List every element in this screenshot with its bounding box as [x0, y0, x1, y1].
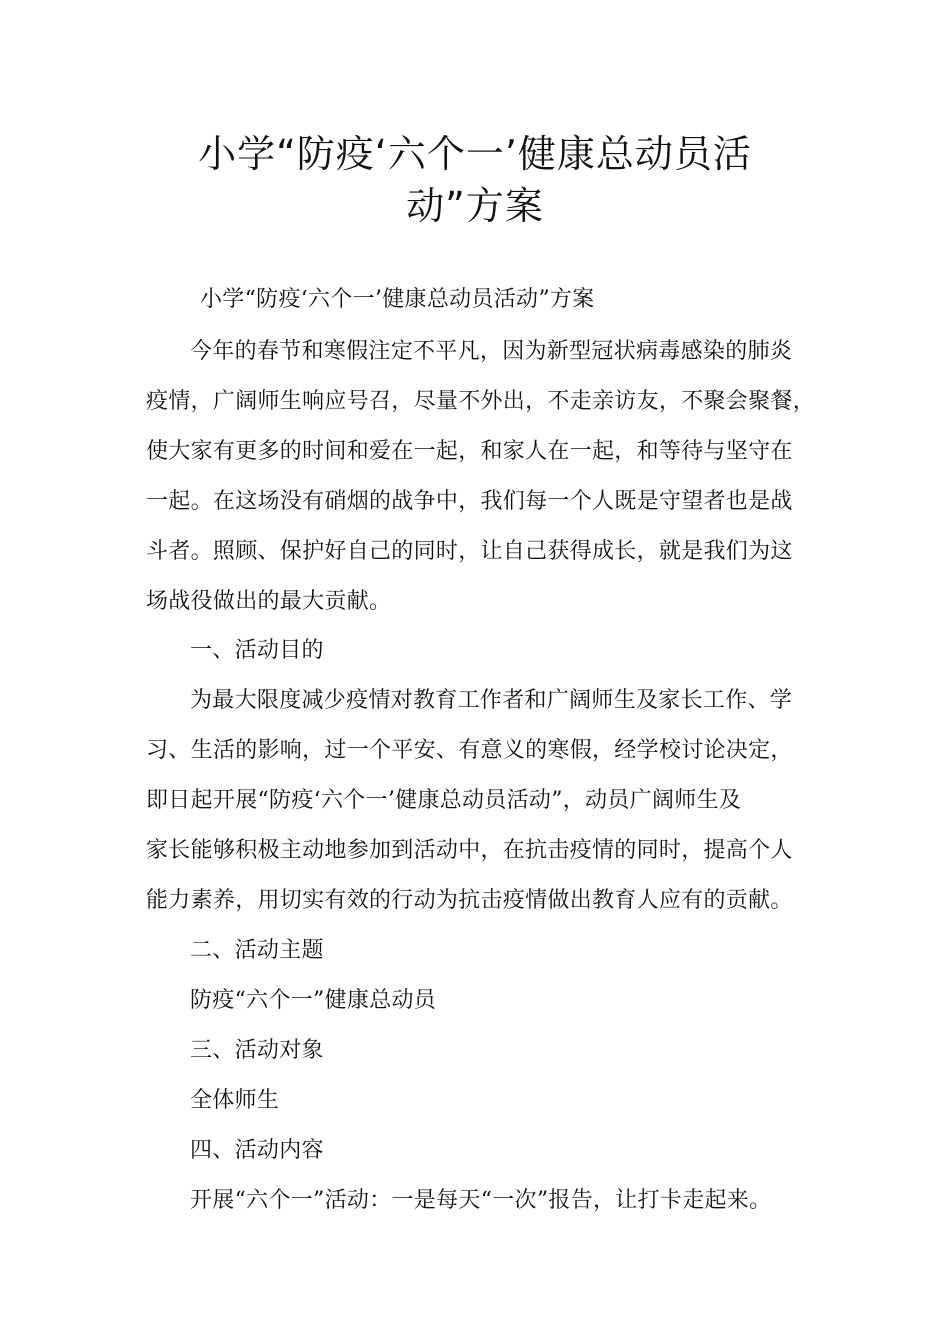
section-2-text: 防疫“六个一”健康总动员 — [190, 988, 437, 1013]
paragraph-1-line-2: 疫情，广阔师生响应号召，尽量不外出，不走亲访友，不聚会聚餐， — [146, 389, 816, 414]
paragraph-1-line-5: 斗者。照顾、保护好自己的同时，让自己获得成长，就是我们为这 — [146, 539, 793, 564]
paragraph-2-line-4: 家长能够积极主动地参加到活动中，在抗击疫情的同时，提高个人 — [146, 838, 793, 863]
section-4-heading: 四、活动内容 — [190, 1138, 324, 1163]
section-3-heading: 三、活动对象 — [190, 1038, 324, 1063]
paragraph-2-line-3: 即日起开展“防疫‘六个一’健康总动员活动”，动员广阔师生及 — [146, 788, 742, 813]
section-3-text: 全体师生 — [190, 1088, 280, 1113]
paragraph-1-line-4: 一起。在这场没有硝烟的战争中，我们每一个人既是守望者也是战 — [146, 489, 793, 514]
document-subtitle: 小学“防疫‘六个一’健康总动员活动”方案 — [200, 287, 595, 312]
section-1-heading: 一、活动目的 — [190, 638, 324, 663]
section-2-heading: 二、活动主题 — [190, 938, 324, 963]
paragraph-1-line-3: 使大家有更多的时间和爱在一起，和家人在一起，和等待与坚守在 — [146, 439, 793, 464]
paragraph-2-line-1: 为最大限度减少疫情对教育工作者和广阔师生及家长工作、学 — [190, 688, 793, 713]
section-4-text: 开展“六个一”活动：一是每天“一次”报告，让打卡走起来。 — [190, 1188, 772, 1213]
document-title-line-1: 小学“防疫‘六个一’健康总动员活 — [198, 132, 752, 176]
paragraph-2-line-5: 能力素养，用切实有效的行动为抗击疫情做出教育人应有的贡献。 — [146, 888, 793, 913]
document-title-line-2: 动”方案 — [406, 184, 544, 228]
paragraph-1-line-1: 今年的春节和寒假注定不平凡，因为新型冠状病毒感染的肺炎 — [190, 339, 793, 364]
paragraph-1-line-6: 场战役做出的最大贡献。 — [146, 589, 392, 614]
paragraph-2-line-2: 习、生活的影响，过一个平安、有意义的寒假，经学校讨论决定， — [146, 738, 793, 763]
